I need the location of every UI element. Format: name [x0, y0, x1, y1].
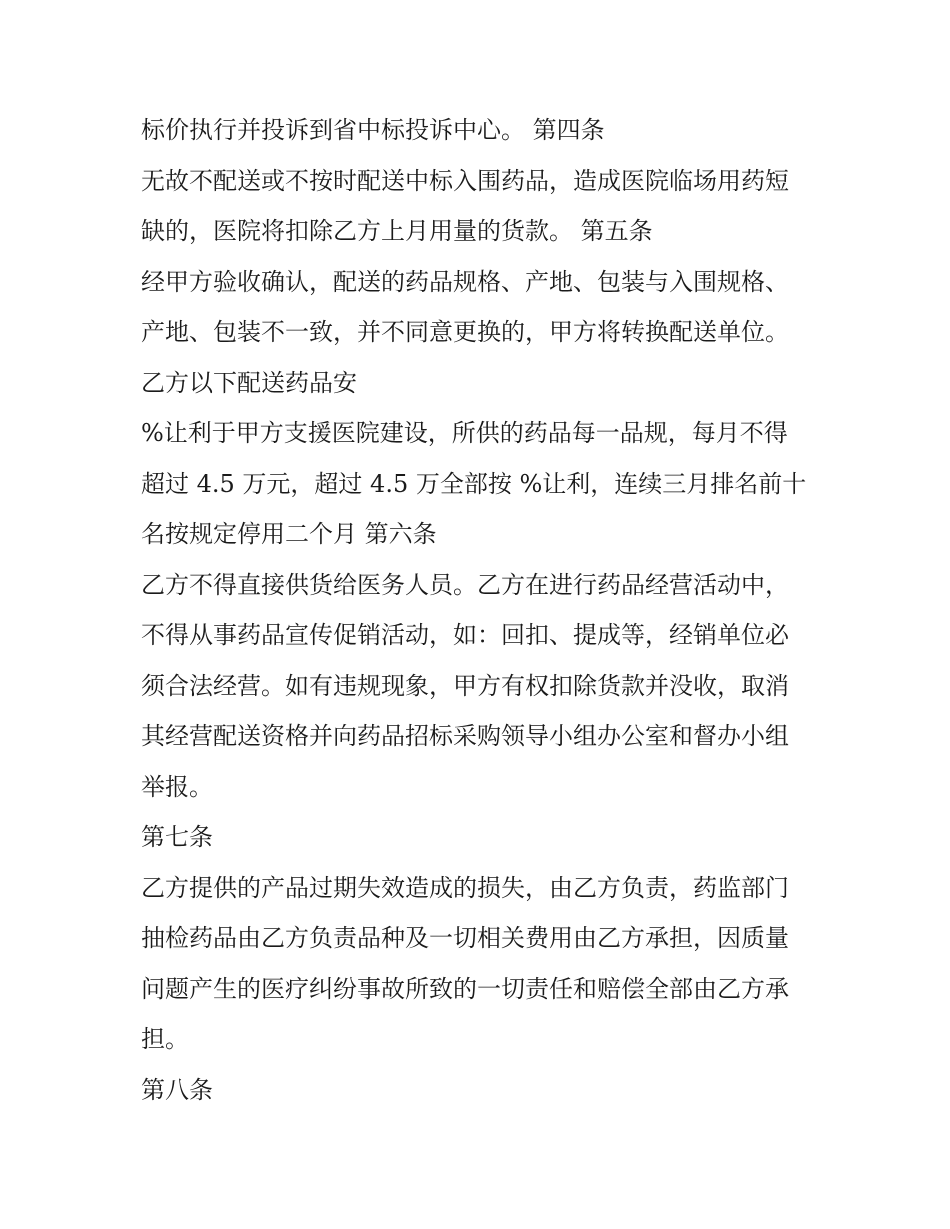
text-line: 产地、包装不一致，并不同意更换的，甲方将转换配送单位。 [141, 318, 789, 346]
text-line: 担。 [141, 1025, 189, 1053]
text-line: 举报。 [141, 772, 213, 801]
text-line: %让利于甲方支援医院建设，所供的药品每一品规，每月不得 [141, 419, 788, 447]
document-body [141, 105, 821, 1115]
text-line: 名按规定停用二个月 第六条 [141, 520, 437, 548]
text-line: 问题产生的医疗纠纷事故所致的一切责任和赔偿全部由乙方承 [141, 974, 789, 1003]
text-line: 标价执行并投诉到省中标投诉中心。 第四条 [141, 116, 605, 144]
text-line: 不得从事药品宣传促销活动，如：回扣、提成等，经销单位必 [141, 621, 789, 649]
text-line: 乙方以下配送药品安 [141, 368, 357, 397]
section-heading: 第七条 [141, 823, 213, 851]
text-line: 其经营配送资格并向药品招标采购领导小组办公室和督办小组 [141, 722, 789, 750]
text-line: 经甲方验收确认，配送的药品规格、产地、包装与入围规格、 [141, 267, 789, 296]
text-line: 缺的，医院将扣除乙方上月用量的货款。 第五条 [141, 217, 653, 245]
text-line: 超过 4.5 万元，超过 4.5 万全部按 %让利，连续三月排名前十 [141, 469, 807, 498]
text-line: 乙方不得直接供货给医务人员。乙方在进行药品经营活动中， [141, 570, 789, 599]
section-heading: 第八条 [141, 1075, 213, 1104]
text-line: 乙方提供的产品过期失效造成的损失，由乙方负责，药监部门 [141, 873, 789, 902]
text-line: 无故不配送或不按时配送中标入围药品，造成医院临场用药短 [141, 166, 789, 195]
text-line: 须合法经营。如有违规现象，甲方有权扣除货款并没收，取消 [141, 671, 789, 700]
text-line: 抽检药品由乙方负责品种及一切相关费用由乙方承担，因质量 [141, 924, 789, 952]
